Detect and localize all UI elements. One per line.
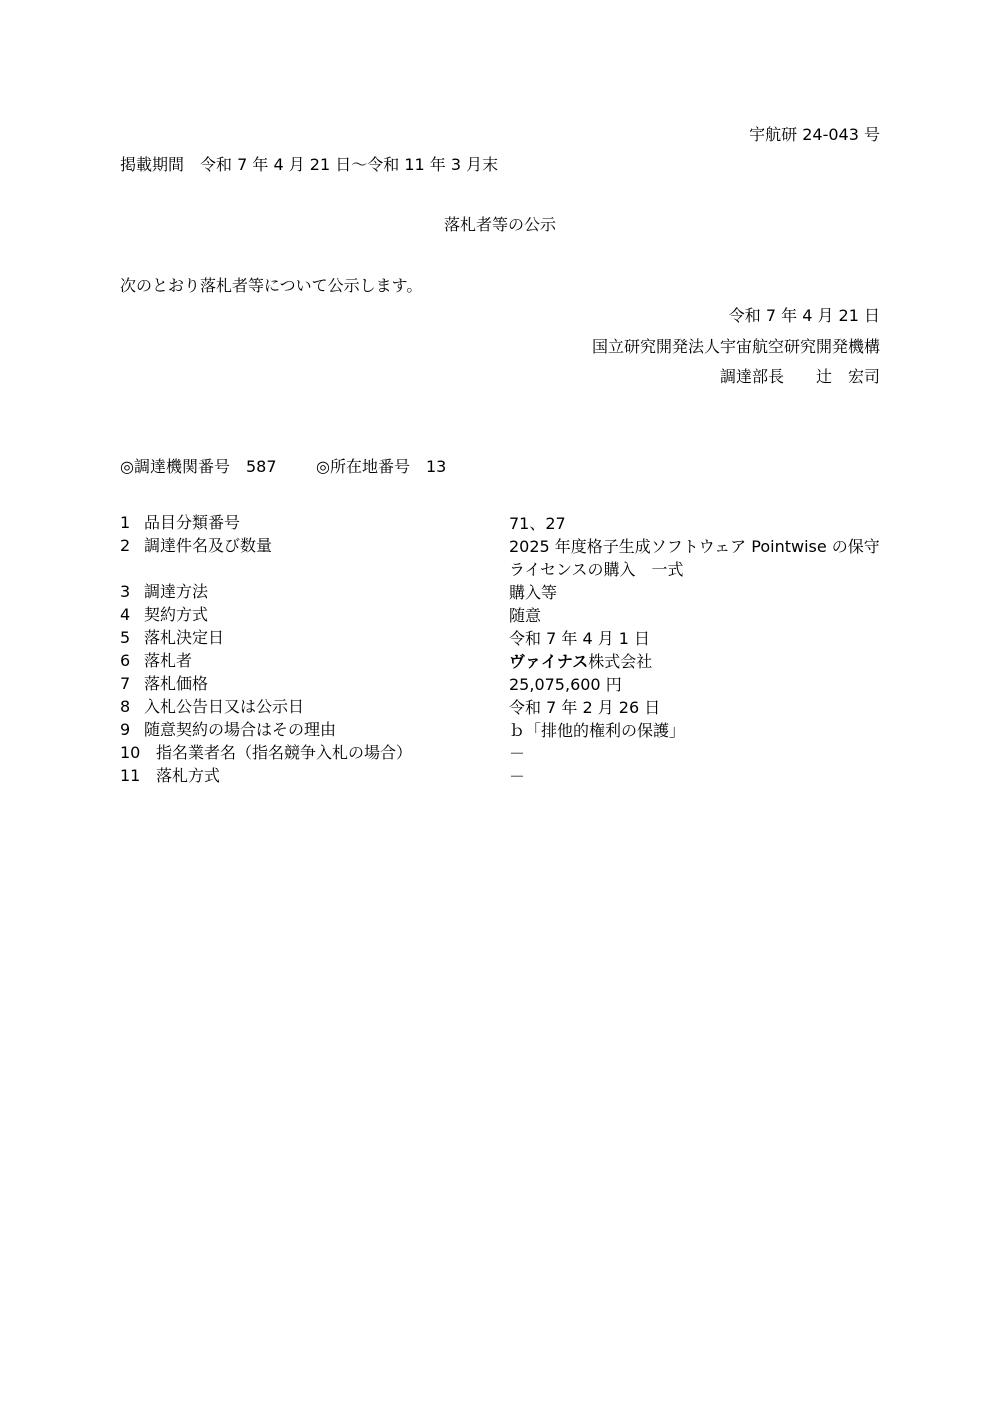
item-label: 落札決定日: [144, 628, 225, 647]
intro-text: 次のとおり落札者等について公示します。: [120, 276, 423, 295]
item-label: 随意契約の場合はその理由: [144, 720, 337, 739]
item-label: 調達件名及び数量: [144, 536, 273, 555]
item-value: ｂ「排他的権利の保護」: [509, 721, 686, 740]
winner-suffix: 株式会社: [588, 652, 653, 671]
item-value: [509, 650, 889, 673]
list-item: [120, 538, 890, 584]
item-label: 落札者: [144, 651, 193, 670]
item-value: 71、27: [509, 514, 566, 533]
issue-date: 令和 7 年 4 月 21 日: [728, 306, 880, 325]
item-label: 調達方法: [144, 582, 209, 601]
location-code: ◎所在地番号 13: [316, 457, 447, 476]
item-value: 購入等: [509, 583, 558, 602]
item-number: 9: [120, 720, 131, 739]
document-number: 宇航研 24-043 号: [749, 125, 880, 144]
item-value: 25,075,600 円: [509, 675, 622, 694]
item-number: 2: [120, 536, 131, 555]
item-value: 令和 7 年 4 月 1 日: [509, 629, 651, 648]
item-label: 落札価格: [144, 674, 209, 693]
item-value: 令和 7 年 2 月 26 日: [509, 698, 661, 717]
item-list: [120, 515, 890, 791]
item-number: 10: [120, 743, 141, 762]
item-number: 3: [120, 582, 131, 601]
item-number: 6: [120, 651, 131, 670]
item-value: －: [509, 744, 526, 763]
item-number: 4: [120, 605, 131, 624]
posting-period: 掲載期間 令和 7 年 4 月 21 日～令和 11 年 3 月末: [120, 155, 499, 174]
item-number: 8: [120, 697, 131, 716]
item-value: 2025 年度格子生成ソフトウェア Pointwise の保守ライセンスの購入 一式: [509, 537, 880, 579]
item-label: 品目分類番号: [144, 513, 241, 532]
winner-name: ヴァイナス: [509, 652, 589, 671]
item-label: 指名業者名（指名競争入札の場合）: [156, 743, 413, 762]
item-label: 落札方式: [156, 766, 221, 785]
item-number: 11: [120, 766, 141, 785]
agency-code: ◎調達機関番号 587: [120, 457, 277, 476]
page-title: 落札者等の公示: [443, 215, 556, 234]
item-number: 7: [120, 674, 131, 693]
issuer-official: 調達部長 辻 宏司: [719, 367, 880, 386]
item-label: 入札公告日又は公示日: [144, 697, 305, 716]
list-item: [120, 768, 890, 791]
item-value: 随意: [509, 606, 542, 625]
issuer-organization: 国立研究開発法人宇宙航空研究開発機構: [591, 337, 880, 356]
item-label: 契約方式: [144, 605, 209, 624]
item-value: －: [509, 767, 526, 786]
item-number: 1: [120, 513, 131, 532]
item-number: 5: [120, 628, 131, 647]
